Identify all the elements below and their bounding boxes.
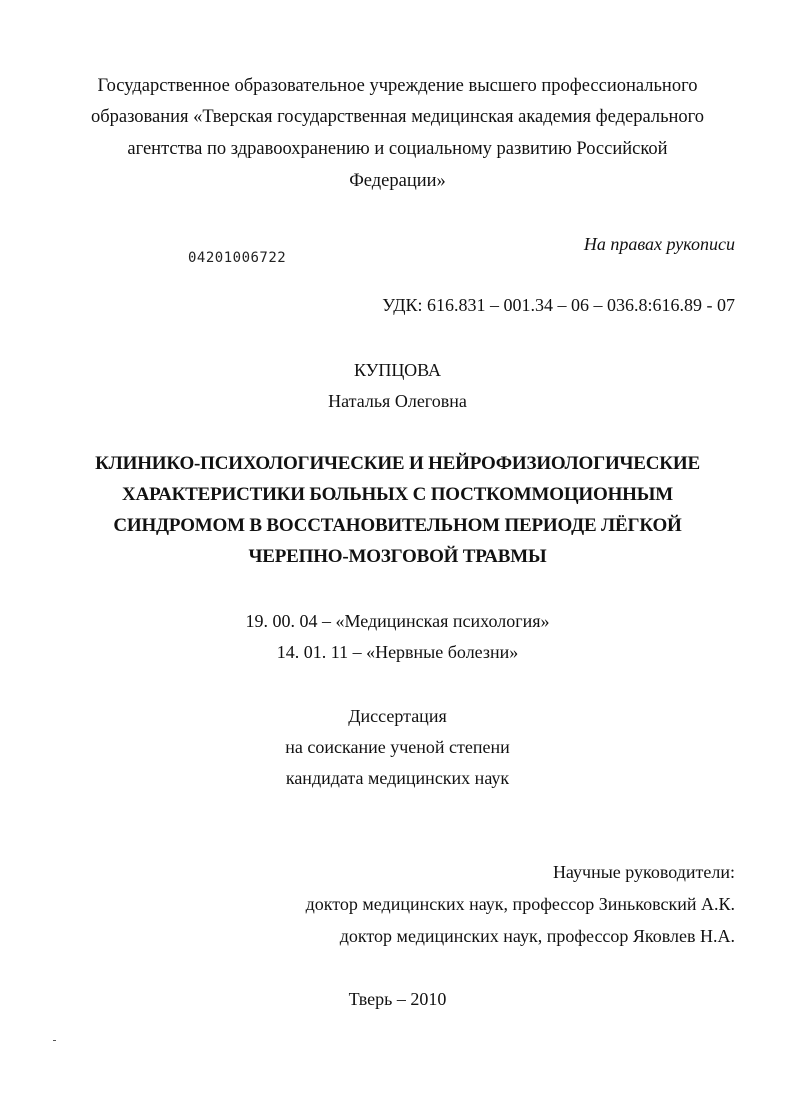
institution-line: Государственное образовательное учреждение высшего профессионального	[97, 76, 698, 96]
supervisor-line: доктор медицинских наук, профессор Зиньковский А.К.	[305, 894, 735, 914]
title-line: ЧЕРЕПНО-МОЗГОВОЙ ТРАВМЫ	[248, 546, 547, 567]
title-line: КЛИНИКО-ПСИХОЛОГИЧЕСКИЕ И НЕЙРОФИЗИОЛОГИЧЕСКИЕ	[95, 453, 700, 474]
manuscript-rights: На правах рукописи	[583, 234, 735, 254]
degree-line: на соискание ученой степени	[285, 737, 510, 757]
udc-code: УДК: 616.831 – 001.34 – 06 – 036.8:616.89 - 07	[382, 295, 735, 315]
degree-line: кандидата медицинских наук	[285, 768, 510, 788]
title-line: СИНДРОМОМ В ВОССТАНОВИТЕЛЬНОМ ПЕРИОДЕ ЛЁГКОЙ	[113, 515, 682, 536]
institution-line: Федерации»	[349, 171, 446, 191]
place-year: Тверь – 2010	[348, 989, 447, 1009]
institution-line: агентства по здравоохранению и социальному развитию Российской	[127, 139, 668, 159]
specialty-line: 14. 01. 11 – «Нервные болезни»	[276, 642, 519, 662]
supervisors-heading: Научные руководители:	[552, 862, 735, 882]
title-line: ХАРАКТЕРИСТИКИ БОЛЬНЫХ С ПОСТКОММОЦИОННЫМ	[122, 484, 673, 505]
archive-code: 04201006722	[188, 250, 287, 266]
institution-line: образования «Тверская государственная медицинская академия федерального	[90, 107, 705, 127]
degree-line: Диссертация	[348, 706, 447, 726]
scan-speck	[53, 1040, 56, 1041]
author-given-names: Наталья Олеговна	[328, 391, 467, 411]
supervisor-line: доктор медицинских наук, профессор Яковлев Н.А.	[339, 926, 735, 946]
author-surname: КУПЦОВА	[353, 360, 442, 380]
specialty-line: 19. 00. 04 – «Медицинская психология»	[245, 611, 550, 631]
